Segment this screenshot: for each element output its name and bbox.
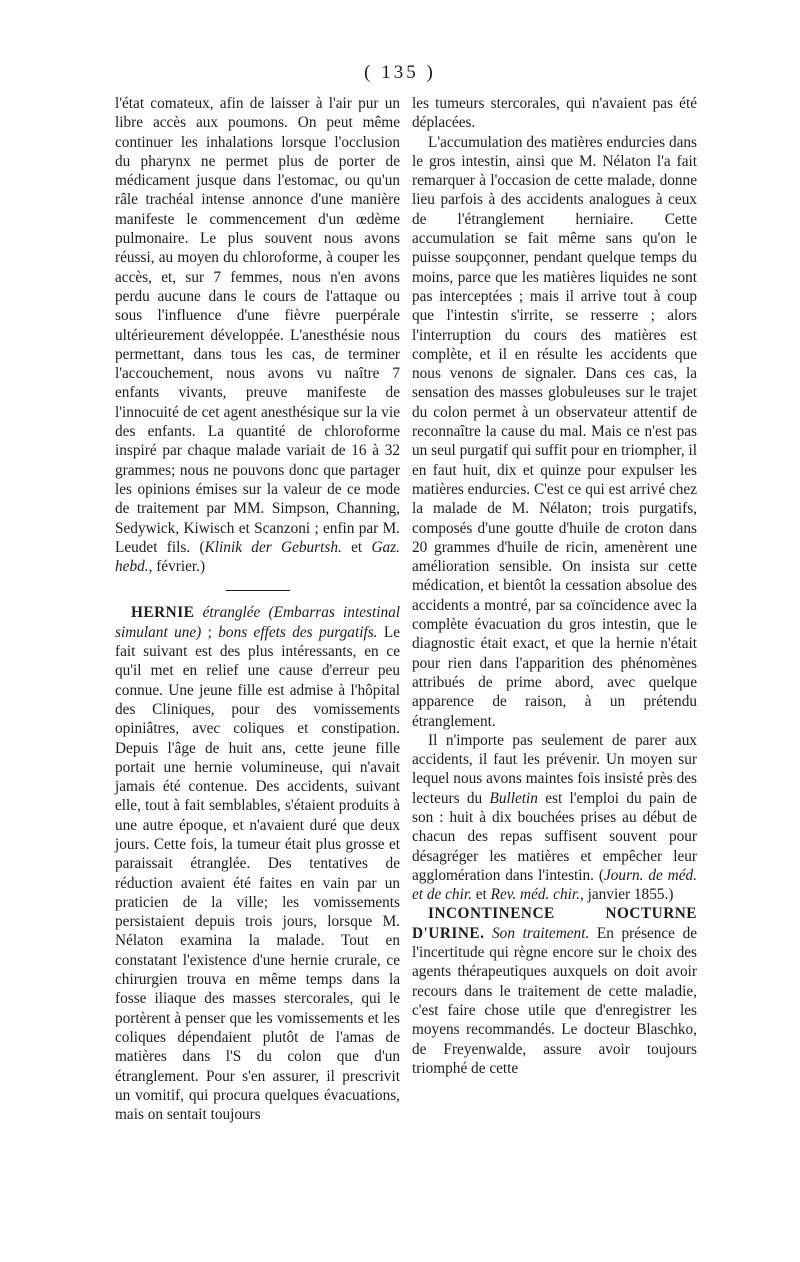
paragraph-prevention: Il n'importe pas seulement de parer aux accidents, il faut les prévenir. Un moyen sur lequel nous avons maintes fois insisté près des lecteurs du Bulletin est l'emploi du pain de son : huit à dix bouchées prises au début de chacun des repas suffisent souvent pour désagréger les matières et empêcher leur agglomération dans l'intestin. (Journ. de méd. et de chir. et Rev. méd. chir., janvier 1855.) <box>412 731 697 904</box>
entry-hernie: HERNIE étranglée (Embarras intestinal simulant une) ; bons effets des purgatifs. Le fait suivant est des plus intéressants, en ce qu'il met en relief une cause d'erreur peu connue. Une jeune fille est admise à l'hôpital des Cliniques, pour des vomissements opiniâtres, avec coliques et constipation. Depuis l'âge de huit ans, cette jeune fille portait une hernie volumineuse, qui n'avait jamais été contenue. Des accidents, suivant elle, tout à fait semblables, s'étaient produits à une autre époque, et n'avaient duré que deux jours. Cette fois, la tumeur était plus grosse et paraissait étranglée. Des tentatives de réduction avaient été faites en vain par un praticien de la ville; les vomissements persistaient depuis trois jours, lorsque M. Nélaton examina la malade. Tout en constatant l'existence d'une hernie crurale, ce chirurgien trouva en même temps dans la fosse iliaque des masses stercorales, qui le portèrent à penser que les vomissements et les coliques dépendaient plutôt de l'amas de matières dans l'S du colon que d'un étranglement. Pour s'en assurer, il prescrivit un vomitif, qui procura quelques évacuations, mais on sentait toujours <box>115 604 401 1124</box>
paragraph-continuation: les tumeurs stercorales, qui n'avaient pas été déplacées. <box>412 95 697 132</box>
entry-title: INCONTINENCE NOCTURNE D'URINE. <box>412 905 697 942</box>
entry-incontinence <box>412 904 697 1078</box>
entry-body: En présence de l'incertitude qui règne encore sur le choix des agents thérapeutiques auxquels on doit avoir recours dans le traitement de cette maladie, c'est faire chose utile que d'enregistrer les moyens recommandés. Le docteur Blaschko, de Freyenwalde, assure avoir toujours triomphé de cette <box>412 924 698 1077</box>
paragraph-inhalations: l'état comateux, afin de laisser à l'air pur un libre accès aux poumons. On peut même continuer les inhalations lorsque l'occlusion du pharynx ne permet plus de porter de médicament jusque dans l'estomac, ou qu'un râle trachéal intense annonce d'une manière manifeste le commencement d'un œdème pulmonaire. Le plus souvent nous avons réussi, au moyen du chloroforme, à couper les accès, et, sur 7 femmes, nous n'en avons perdu aucune dans le cours de l'attaque ou sous l'influence d'une fièvre puerpérale ultérieurement développée. L'anesthésie nous permettant, dans tous les cas, de terminer l'accouchement, nous avons vu naître 7 enfants vivants, preuve manifeste de l'innocuité de cet agent anesthésique sur la vie des enfants. La quantité de chloroforme inspiré par chaque malade variait de 16 à 32 grammes; nous ne pouvons donc que partager les opinions émises sur la valeur de ce mode de traitement par MM. Simpson, Channing, Sedywick, Kiwisch et Scanzoni ; enfin par M. Leudet fils. (Klinik der Geburtsh. et Gaz. hebd., février.) <box>115 95 400 576</box>
page-number: ( 135 ) <box>364 62 436 83</box>
journal-name: Bulletin <box>489 789 538 807</box>
entry-title: HERNIE <box>131 604 195 622</box>
left-column <box>115 94 400 1124</box>
citation: Gaz. hebd. <box>115 538 400 576</box>
citation: Journ. de méd. et de chir. <box>412 866 697 904</box>
entry-subtitle: étranglée (Embarras intestinal simulant une) <box>115 604 400 641</box>
right-column <box>412 94 697 1078</box>
entry-body: Le fait suivant est des plus intéressants, en ce qu'il met en relief une cause d'erreur peu connue. Une jeune fille est admise à l'hôpital des Cliniques, pour des vomissements opiniâtres, avec coliques et constipation. Depuis l'âge de huit ans, cette jeune fille portait une hernie volumineuse, qui n'avait jamais été contenue. Des accidents, suivant elle, tout à fait semblables, s'étaient produits à une autre époque, et n'avaient duré que deux jours. Cette fois, la tumeur était plus grosse et paraissait étranglée. Des tentatives de réduction avaient été faites en vain par un praticien de la ville; les vomissements persistaient depuis trois jours, lorsque M. Nélaton examina la malade. Tout en constatant l'existence d'une hernie crurale, ce chirurgien trouva en même temps dans la fosse iliaque des masses stercorales, qui le portèrent à penser que les vomissements et les coliques dépendaient plutôt de l'amas de matières dans l'S du colon que d'un étranglement. Pour s'en assurer, il prescrivit un vomitif, qui procura quelques évacuations, mais on sentait toujours <box>115 623 401 1124</box>
entry-subtitle: Son traitement. <box>492 924 590 942</box>
section-divider <box>226 590 290 591</box>
entry-subtitle: bons effets des purgatifs. <box>218 623 378 641</box>
citation: Rev. méd. chir. <box>490 886 580 904</box>
paragraph-accumulation: L'accumulation des matières endurcies dans le gros intestin, ainsi que M. Nélaton l'a fait remarquer à l'occasion de cette malade, donne lieu parfois à des accidents analogues à ceux de l'étranglement herniaire. Cette accumulation se fait même sans qu'on le puisse soupçonner, pendant quelque temps du moins, parce que les matières liquides ne sont pas interceptées ; mais il arrive tout à coup que l'intestin s'irrite, se resserre ; alors l'interruption du cours des matières est complète, et il en résulte les accidents que nous venons de signaler. Dans ces cas, la sensation des masses globuleuses sur le trajet du colon permet à un observateur attentif de reconnaître la cause du mal. Mais ce n'est pas un seul purgatif qui suffit pour en triompher, il en faut huit, dix et quinze pour expulser les matières endurcies. C'est ce qui est arrivé chez la malade de M. Nélaton; trois purgatifs, composés d'une goutte d'huile de croton dans 20 grammes d'huile de ricin, amenèrent une amélioration sensible. On insista sur cette médication, et bientôt la cessation absolue des accidents a montré, par sa coïncidence avec la complète évacuation du gros intestin, que le diagnostic était exact, et que la hernie n'était pour rien dans l'apparition des phénomènes attribués de prime abord, avec quelque apparence de raison, à un prétendu étranglement. <box>412 133 697 730</box>
citation: Klinik der Geburtsh. <box>204 538 342 556</box>
